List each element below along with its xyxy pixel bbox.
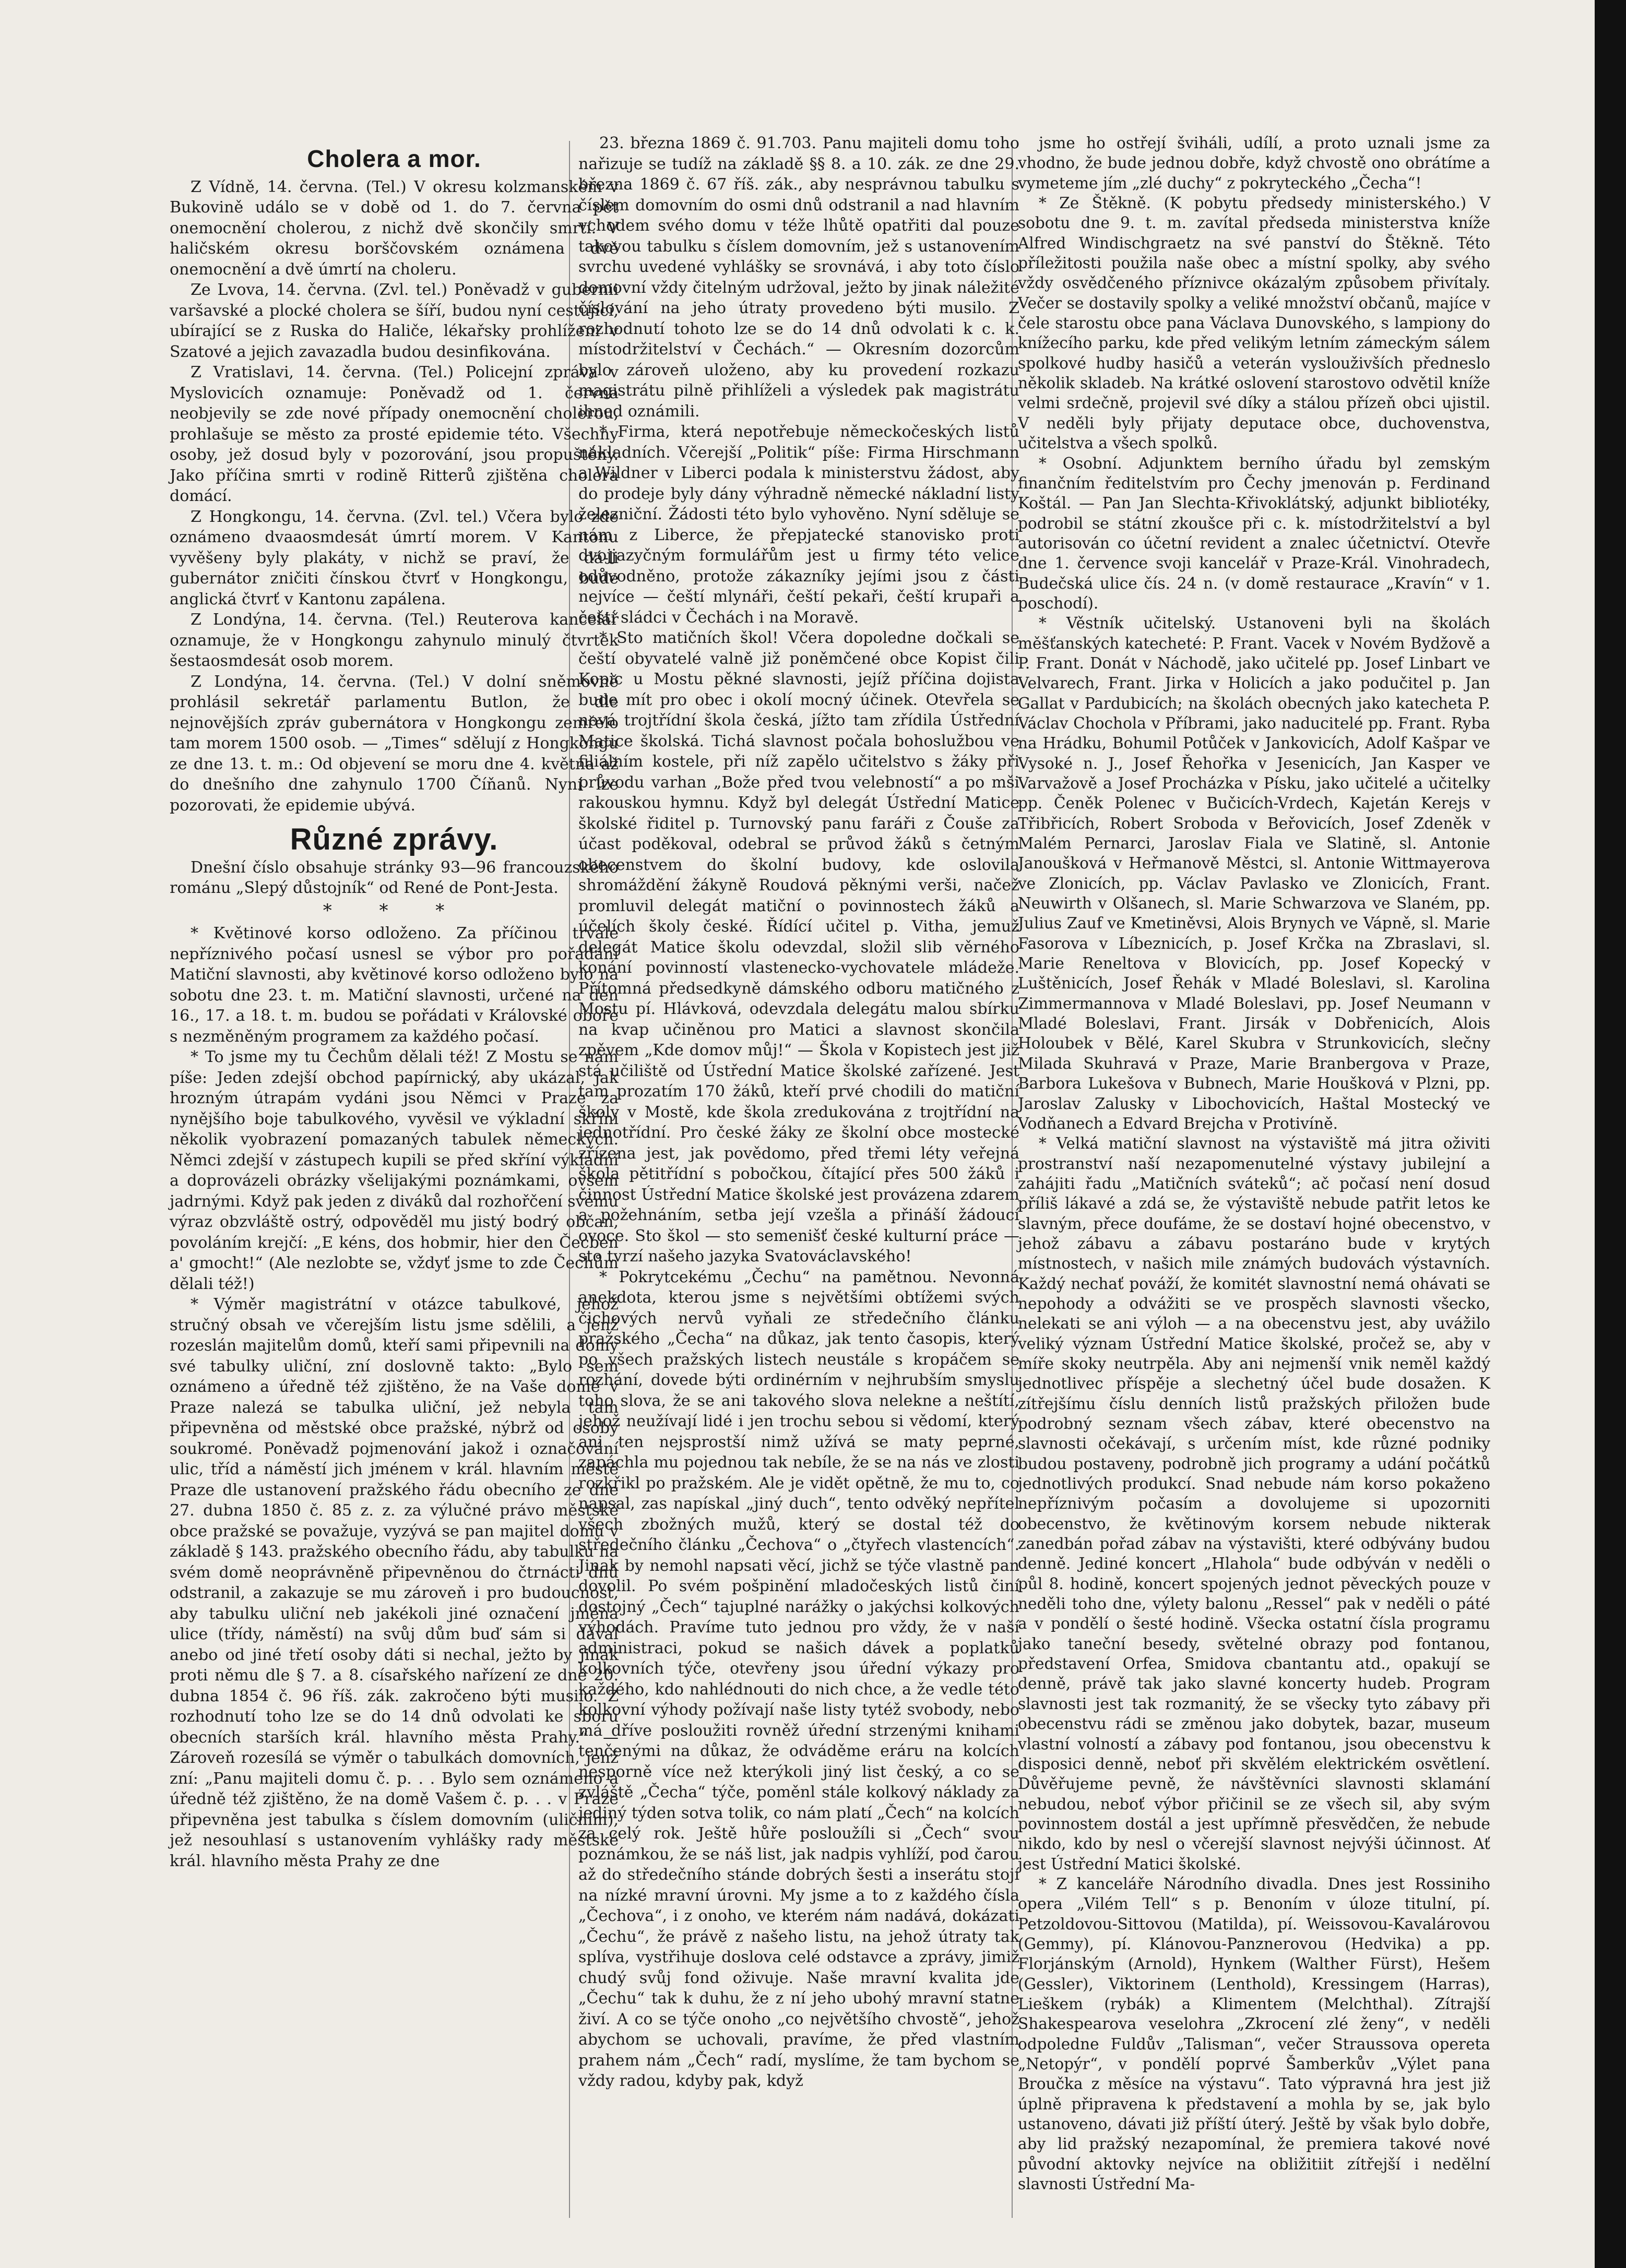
article-paragraph: Z Vratislavi, 14. června. (Tel.) Policejní zpráva v Myslovicích oznamuje: Poněvadž od 1. června neobjevily se zde nové případy onemocnění cholerou, prohlašuje se město za prosté epidemie této. Všechny osoby, jež dosud byly v pozorování, jsou propuštěny. Jako příčina smrti v rodině Ritterů zjištěna cholera domácí. [170, 363, 619, 505]
section-heading-ruzne: Různé zprávy. [290, 822, 499, 856]
column-1 [170, 133, 619, 1871]
article-paragraph: * Výměr magistrátní v otázce tabulkové, jehož stručný obsah ve včerejším listu jsme sdělili, a jenž rozeslán majitelům domů, kteří sami připevnili na domy své tabulky uliční, zní doslovně takto: „Bylo sem oznámeno a úředně též zjištěno, že na Vaše domě v Praze nalezá se tabulka uliční, jež nebyla tam připevněna od městské obce pražské, nýbrž od osoby soukromé. Poněvadž pojmenování jakož i označování ulic, tříd a náměstí jich jménem v král. hlavním městě Praze dle ustanovení pražského řádu obecního ze dne 27. dubna 1850 č. 85 z. z. za výlučné právo městské obce pražské se považuje, vyzývá se pan majitel domu v základě § 143. pražského obecního řádu, aby tabulku na svém domě neoprávněně připevněnou do čtrnácti dnů odstranil, a zakazuje se mu zároveň i pro budoucnost, aby tabulku uliční neb jakékoli jiné označení jména ulice (třídy, náměstí) na svůj dům buď sám si dával anebo od jiné třetí osoby dáti si nechal, ježto by jinak proti němu dle § 7. a 8. císařského nařízení ze dne 20. dubna 1854 č. 96 říš. zák. zakročeno býti musilo. Z rozhodnutí toho lze se do 14 dnů odvolati ke sboru obecních starších král. hlavního města Prahy.“ — Zároveň rozesílá se výměr o tabulkách domovních, jenž zní: „Panu majiteli domu č. p. . . Bylo sem oznámeno a úředně též zjištěno, že na domě Vašem č. p. . . v Praze připevněna jest tabulka s číslem domovním (uličním), jež nesouhlasí s ustanovením vyhlášky rady městské král. hlavního města Prahy ze dne [170, 1295, 619, 1870]
article-paragraph: * Velká matiční slavnost na výstaviště má jitra oživiti prostranství naší nezapomenutelné výstavy jubilejní a zahájiti řadu „Matičních sváteků“; ač počasí není dosud příliš lákavé a zdá se, že výstaviště nebude patřit letos ke slavným, přece doufáme, že se dostaví hojné obecenstvo, v jehož zábavu a zábavu postaráno bude v krytých místnostech, v našich mile známých budovách výstavních. Každý nechať pováží, že komitét slavnostní nemá ohávati se nepohody a odvážiti se ve prospěch slavnosti všecko, nelekati se ani výloh — a na obecenstvu jest, aby uvážilo veliký význam Ústřední Matice školské, pročež se, aby v míře skoky neutrpěla. Aby ani nejmenší vnik neměl každý jednotlivec příspěje a slechetný účel bude dosažen. K zítřejšímu číslu denních listů pražských přiložen bude podrobný seznam všech zábav, které obecenstvo na slavnosti očekávají, s určením míst, kde různé podniky budou postaveny, podrobně jich programy a udání počátků jednotlivých produkcí. Snad nebude nám korso pokaženo nepříznivým počasím a dovolujeme si upozorniti obecenstvo, že květinovým korsem nebude nikterak zanedbán pořad zábav na výstavišti, které odbývány budou denně. Jediné koncert „Hlahola“ bude odbýván v neděli o půl 8. hodině, koncert spojených jednot pěveckých pouze v neděli toho dne, výlety balonu „Ressel“ pak v neděli o páté a v pondělí o šesté hodině. Všecka ostatní čísla programu jako taneční besedy, světelné obrazy pod fontanou, představení Orfea, Smidova cbantantu atd., opakují se denně, právě tak jako slavné koncerty hudeb. Program slavnosti jest tak rozmanitý, že se všecky tyto zábavy při obecenstvu rádi se změnou jako dobytek, bazar, museum vlastní volností a zábavy pod fontanou, jsou obecenstvu k disposici denně, neboť při skvělém elektrickém osvětlení. Důvěřujeme pevně, že návštěvníci slavnosti sklamání nebudou, neboť výbor přičinil se ze všech sil, aby svým povinnostem dostál a jest upřímně přesvědčen, že nebude nikdo, kdo by nesl o včerejší slavnost nejvýši účinnost. Ať jest Ústřední Matici školské. [1018, 1135, 1490, 1873]
article-paragraph: * To jsme my tu Čechům dělali též! Z Mostu se nám píše: Jeden zdejší obchod papírnický, aby ukázal, jak hrozným útrapám vydáni jsou Němci v Praze za nynějšího boje tabulkového, vyvěsil ve výkladní skříni několik vyobrazení pomazaných tabulek německých. Němci zdejší v zástupech kupili se před skříní výkladní a doprovázeli obrázky všelijakými poznámkami, ovšem jadrnými. Když pak jeden z diváků dal rozhořčení svému výraz obzvláště ostrý, odpověděl mu jistý bodrý občan, povoláním krejčí: „E kéns, dos hobmir, hier den Čecben a' gmocht!“ (Ale nezlobte se, vždyť jsme to zde Čechům dělali též!) [170, 1048, 619, 1293]
article-paragraph: * Firma, která nepotřebuje německočeských listů nákladních. Včerejší „Politik“ píše: Firma Hirschmann a Wildner v Liberci podala k ministerstvu žádost, aby do prodeje byly dány výhradně německé nákladní listy železniční. Žádosti této bylo vyhověno. Nyní sděluje se nám z Liberce, že přepjatecké stanovisko proti dvojjazyčným formulářům jest u firmy této velice odůvodněno, protože zákazníky jejími jsou z části nejvíce — čeští mlynáři, čeští pekaři, čeští krupaři a čeští sládci v Čechách i na Moravě. [578, 423, 1019, 627]
section-heading-cholera: Cholera a mor. [307, 145, 481, 172]
article-paragraph: Ze Lvova, 14. června. (Zvl. tel.) Poněvadž v gubernii varšavské a plocké cholera se šíří, budou nyní cestující, ubírající se z Ruska do Haliče, lékařsky prohlíženi v Szatové a jejich zavazadla budou desinfikována. [170, 281, 619, 361]
article-paragraph: * Květinové korso odloženo. Za příčinou trvale nepříznivého počasí usnesl se výbor pro pořádání Matiční slavnosti, aby květinové korso odloženo bylo na sobotu dne 23. t. m. Matiční slavnosti, určené na den 16., 17. a 18. t. m. budou se pořádati v Královské oboře s nezměněným programem za každého počasí. [170, 924, 619, 1046]
asterism-separator: * * * [323, 900, 466, 921]
article-paragraph: jsme ho ostřejí šviháli, udílí, a proto uznali jsme za vhodno, že bude jednou dobře, když chvostě ono obrátíme a vymeteme jím „zlé duchy“ z pokryteckého „Čecha“! [1018, 134, 1490, 192]
article-paragraph: * Z kanceláře Národního divadla. Dnes jest Rossiniho opera „Vilém Tell“ s p. Benoním v úloze titulní, pí. Petzoldovou-Sittovou (Matilda), pí. Weissovou-Kavalárovou (Gemmy), pí. Klánovou-Panznerovou (Hedvika) a pp. Florjánským (Arnold), Hynkem (Walther Fürst), Hešem (Gessler), Viktorinem (Lenthold), Kressingem (Harras), Lieškem (rybák) a Klimentem (Melchthal). Zítrajší Shakespearova veselohra „Zkrocení zlé ženy“, v neděli odpoledne Fuldův „Talisman“, večer Straussova opereta „Netopýr“, v pondělí poprvé Šamberkův „Výlet pana Broučka z měsíce na výstavu“. Tato výpravná hra jest již úplně připravena k představení a mohla by se, jak bylo ustanoveno, dávati již příští úterý. Ještě by však bylo dobře, aby lid pražský nezapomínal, že premiera takové nové původní aktovky nejvíce na obližitiit zítřejší i nedělní slavnosti Ústřední Ma- [1018, 1875, 1490, 2193]
article-paragraph: Z Londýna, 14. června. (Tel.) V dolní sněmovně prohlásil sekretář parlamentu Butlon, že dle nejnovějších zpráv gubernátora v Hongkongu zemřelo tam morem 1500 osob. — „Times“ sdělují z Hongkongu ze dne 13. t. m.: Od objevení se moru dne 4. května až do dnešního dne zahynulo 1700 Číňanů. Nyní lze pozorovati, že epidemie ubývá. [170, 672, 619, 815]
article-paragraph: * Sto matičních škol! Včera dopoledne dočkali se čeští obyvatelé valně již poněmčené obce Kopist čili Kopic u Mostu pěkné slavnosti, jejíž příčina dojista bude mít pro obec i okolí mocný účinek. Otevřela se nová trojtřídní škola česká, jížto tam zřídila Ústřední Matice školská. Tichá slavnost počala bohoslužbou ve filiálním kostele, při níž zapělo učitelstvo s žáky při průvodu varhan „Bože před tvou velebností“ a po mši rakouskou hymnu. Když byl delegát Ústřední Matice školské řiditel p. Turnovský panu faráři z Čouše za účast poděkoval, odebral se průvod žáků s četným obecenstvem do školní budovy, kde oslovila shromáždění žákyně Roudová pěknými verši, načež promluvil delegát matiční o povinnostech žáků a účelích školy české. Řídící učitel p. Vitha, jemuž delegát Matice školu odevzdal, složil slib věrného konání povinností vlastenecko-vychovatele mládeže. Přítomná předsedkyně dámského odboru matičného z Mostu pí. Hlávková, odevzdala delegátu malou sbírku na kvap učiněnou pro Matici a slavnost skončila zpěvem „Kde domov můj!“ — Škola v Kopistech jest již stá učiliště od Ústřední Matice školské zařízené. Jest tam prozatím 170 žáků, kteří prvé chodili do matiční školy v Mostě, kde škola zredukována z trojtřídní na jednotřídní. Pro české žáky ze školní obce mostecké zřízena jest, jak povědomo, před třemi léty veřejná škola pětitřídní s pobočkou, čítající přes 500 žáků i činnost Ústřední Matice školské jest provázena zdarem a požehnáním, setba její vzešla a přináší žádoucí ovoce. Sto škol — sto semenišť české kulturní práce — sto tvrzí našeho jazyka Svatováclavského! [578, 629, 1019, 1266]
article-paragraph: Z Hongkongu, 14. června. (Zvl. tel.) Včera bylo zde oznámeno dvaaosmdesát úmrtí morem. V Kantonu vyvěšeny byly plakáty, v nichž se praví, že dá-li gubernátor zničiti čínskou čtvrť v Hongkongu, bude anglická čtvrť v Kantonu zapálena. [170, 507, 619, 608]
article-paragraph: Dnešní číslo obsahuje stránky 93—96 francouzského románu „Slepý důstojník“ od René de Pont-Jesta. [170, 858, 619, 897]
article-paragraph: Z Vídně, 14. června. (Tel.) V okresu kolzmanském v Bukovině událo se v době od 1. do 7. června pět onemocnění cholerou, z nichž dvě skončily smrtí. V haličském okresu borščovském oznámena dvě onemocnění a dvě úmrtí na choleru. [170, 177, 619, 279]
article-paragraph: Z Londýna, 14. června. (Tel.) Reuterova kancelář oznamuje, že v Hongkongu zahynulo minulý čtvrtek šestaosmdesát osob morem. [170, 611, 619, 670]
article-paragraph: * Ze Štěkně. (K pobytu předsedy ministerského.) V sobotu dne 9. t. m. zavítal předseda ministerstva kníže Alfred Windischgraetz na své panství do Štěkně. Této příležitosti použila naše obec a místní spolky, aby svého vždy osvědčeného příznivce okázalým způsobem přivítaly. Večer se dostavily spolky a veliké množství občanů, majíce v čele starostu obce pana Václava Dunovského, s lampiony do knížecího parku, kde před velikým letním zámeckým sálem spolkové hudby hasičů a veterán vyslouživších předneslo několik skladeb. Na krátké oslovení starostovo odvětil kníže velmi srdečně, projevil své díky a stálou přízeň obci ujistil. V neděli byly přijaty deputace obce, duchovenstva, učitelstva a všech spolků. [1018, 194, 1490, 452]
scan-edge [1595, 0, 1626, 2268]
column-3 [1018, 133, 1490, 2194]
article-paragraph: * Pokrytcekému „Čechu“ na pamětnou. Nevonná anekdota, kterou jsme s největšími obtížemi svých čichových nervů vyňali ze středečního článku pražského „Čecha“ na důkaz, jak tento časopis, který po všech pražských listech neustále s kropáčem se rozhání, dovede býti ordinérním v nejhrubším smyslu toho slova, že se ani takového slova nelekne a neštítí, jehož neužívají lidé i jen trochu sebou si vědomí, který ani ten nejsprostší nimž užívá se maty peprné, zapáchla mu pojednou tak nebíle, že se na nás ve zlosti rozkřikl po pražském. Ale je vidět opětně, že mu to, co napsal, zas napískal „jiný duch“, tento odvěký nepřítel všech zbožných mužů, který se dostal též do středečního článku „Čechova“ o „čtyřech vlastencích“. Jinak by nemohl napsati věcí, jichž se týče vlastně pan dovolil. Po svém pošpinění mladočeských listů činí dostojný „Čech“ tajuplné narážky o jakýchsi kolkových výhodách. Pravíme tuto jednou pro vždy, že v naší administraci, pokud se našich dávek a poplatků kolkovních týče, otevřeny jsou úřední výkazy pro každého, kdo nahlédnouti do nich chce, a že vedle této kolkovní výhody požívají naše listy tytéž svobody, nebo má dříve posloužiti rovněž úřední strzenými knihami tenčenými na důkaz, že odváděme eráru na kolcích nesporně více než kterýkoli jiný list český, a co se zvláště „Čecha“ týče, poměnl stále kolkový náklady za jediný týden sotva tolik, co nám platí „Čech“ na kolcích za celý rok. Ještě hůře posloužíli si „Čech“ svou poznámkou, že se náš list, jak nadpis vyhlíží, pod čarou až do středečního stánde dobrých šesti a inserátu stojí na nízké mravní úrovni. My jsme a to z každého čísla „Čechova“, i z onoho, ve kterém nám nadává, dokázati „Čechu“, že právě z našeho listu, na jehož útraty tak splíva, vystřihuje doslova celé odstavce a zprávy, jimiž chudý svůj fond oživuje. Naše mravní kvalita jde „Čechu“ tak k duhu, že z ní jeho ubohý mravní statne živí. A co se týče onoho „co největšího chvostě“, jehož abychom se uchovali, pravíme, že před vlastním prahem nám „Čech“ radí, myslíme, že tam bychom se vždy radou, kdyby pak, když [578, 1268, 1019, 2090]
column-2 [578, 133, 1019, 2092]
article-paragraph: * Osobní. Adjunktem berního úřadu byl zemským finančním ředitelstvím pro Čechy jmenován p. Ferdinand Koštál. — Pan Jan Slechta-Křivoklátský, adjunkt bibliotéky, podrobil se státní zkoušce při c. k. místodržitelství a byl autorisován co účetní revident a znalec účetnictví. Otevře dne 1. července svoji kancelář v Praze-Král. Vinohradech, Budečská ulice čís. 24 n. (v domě restaurace „Kravín“ v 1. poschodí). [1018, 454, 1490, 612]
article-paragraph: 23. března 1869 č. 91.703. Panu majiteli domu toho nařizuje se tudíž na základě §§ 8. a 10. zák. ze dne 29. března 1869 č. 67 říš. zák., aby nesprávnou tabulku s číslem domovním do osmi dnů odstranil a nad hlavním vchodem svého domu v téže lhůtě opatřiti dal pouze takovou tabulku s číslem domovním, jež s ustanovením svrchu uvedené vyhlášky se srovnává, i aby toto číslo domovní vždy čitelným udržoval, ježto by jinak náležité číslování na jeho útraty provedeno býti musilo. Z rozhodnutí tohoto lze se do 14 dnů odvolati k c. k. místodržitelství v Čechách.“ — Okresním dozorcům bylo zároveň uloženo, aby ku provedení rozkazu magistrátu pilně přihlíželi a výsledek pak magistrátu ihned oznámili. [578, 134, 1019, 421]
article-paragraph: * Věstník učitelský. Ustanoveni byli na školách měšťanských katecheté: P. Frant. Vacek v Novém Bydžově a P. Frant. Donát v Náchodě, jako učitelé pp. Josef Linbart ve Velvarech, Frant. Jirka v Holicích a jako podučitel p. Jan Gallat v Pardubicích; na školách obecných jako katecheta P. Václav Chochola v Příbrami, jako naducitelé pp. Frant. Ryba na Hrádku, Bohumil Potůček v Jankovicích, Adolf Kašpar ve Vysoké n. J., Josef Řehořka v Jesenicích, Jan Kasper ve Varvažově a Josef Procházka v Písku, jako učitelé a učitelky pp. Čeněk Polenec v Bučicích-Vrdech, Kajetán Kerejs v Třibřicích, Robert Sroboda v Beřovicích, Josef Zdeněk v Malém Pernarci, Jaroslav Fiala ve Slatině, sl. Antonie Janoušková v Heřmanově Městci, sl. Antonie Wittmayerova ve Zlonicích, pp. Václav Pavlasko ve Zlonicích, Frant. Neuwirth v Olšanech, sl. Marie Schwarzova ve Slaném, pp. Julius Zauf ve Kmetiněvsi, Alois Brynych ve Vápně, sl. Marie Fasorova v Líbeznicích, p. Josef Krčka na Zbraslavi, sl. Marie Reneltova v Blovicích, pp. Josef Kopecký v Luštěnicích, Josef Řehák v Mladé Boleslavi, sl. Karolina Zimmermannova v Mladé Boleslavi, pp. Josef Neumann v Mladé Boleslavi, Frant. Jirsák v Dobřenicích, Alois Holoubek v Bělé, Karel Skubra v Strunkovicích, slečny Milada Skuhravá v Praze, Marie Branbergova v Praze, Barbora Lukešova v Bubnech, Marie Houšková v Plzni, pp. Jaroslav Zalusky v Libochovicích, Haštal Mostecký ve Vodňanech a Edvard Brejcha v Protivíně. [1018, 614, 1490, 1132]
